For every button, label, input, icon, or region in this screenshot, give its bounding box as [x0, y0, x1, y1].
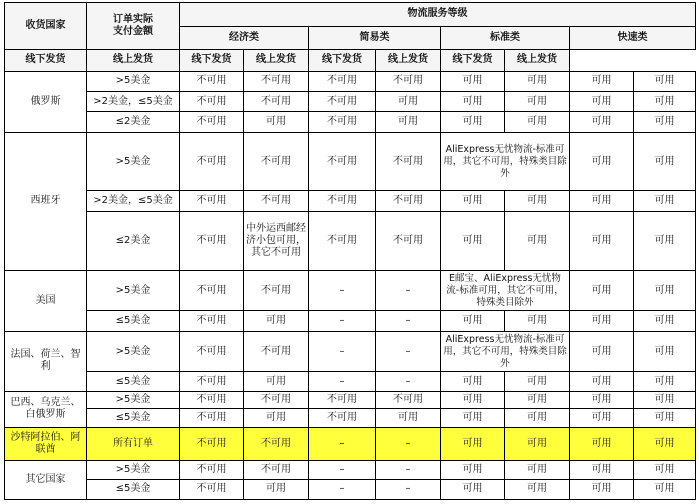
availability-cell: 可用 — [570, 408, 634, 427]
sub-header-online: 线上发货 — [87, 50, 180, 71]
availability-cell: 不可用 — [244, 91, 309, 111]
amount-cell: ≤2美金 — [87, 112, 180, 132]
availability-cell: – — [376, 479, 441, 499]
availability-cell: 可用 — [441, 408, 505, 427]
availability-cell: 不可用 — [309, 191, 376, 211]
availability-cell: 可用 — [634, 408, 696, 427]
sub-header-offline: 线下发货 — [441, 50, 505, 71]
availability-cell: – — [376, 372, 441, 391]
availability-cell: 不可用 — [309, 391, 376, 408]
availability-cell: 可用 — [570, 112, 634, 132]
availability-cell: – — [376, 331, 441, 372]
availability-cell: 可用 — [634, 428, 696, 461]
availability-cell: 可用 — [505, 191, 570, 211]
availability-cell: – — [309, 331, 376, 372]
availability-cell: 可用 — [634, 372, 696, 391]
availability-cell: – — [376, 311, 441, 331]
availability-cell: 可用 — [244, 372, 309, 391]
availability-cell: 可用 — [634, 391, 696, 408]
availability-cell: 可用 — [244, 112, 309, 132]
availability-cell: 可用 — [570, 71, 634, 91]
availability-cell: 可用 — [570, 132, 634, 191]
availability-note-cell: AliExpress无忧物流-标准可用，其它不可用，特殊类目除外 — [441, 331, 570, 372]
availability-cell: 不可用 — [180, 461, 244, 479]
availability-cell: 可用 — [634, 331, 696, 372]
country-cell: 俄罗斯 — [5, 71, 87, 132]
availability-cell: 不可用 — [309, 408, 376, 427]
sub-header-offline: 线下发货 — [309, 50, 376, 71]
availability-cell: 可用 — [505, 461, 570, 479]
availability-cell: 可用 — [376, 408, 441, 427]
table-row — [5, 71, 696, 91]
availability-cell: 可用 — [505, 311, 570, 331]
header-row-1 — [5, 3, 696, 27]
availability-cell: 不可用 — [180, 428, 244, 461]
availability-cell: 可用 — [441, 428, 505, 461]
amount-header-line1: 订单实际 — [113, 14, 153, 26]
availability-cell: 可用 — [441, 71, 505, 91]
country-cell: 巴西、乌克兰、白俄罗斯 — [5, 391, 87, 427]
sub-header-online: 线上发货 — [376, 50, 441, 71]
availability-cell: – — [309, 311, 376, 331]
amount-cell: >2美金，≤5美金 — [87, 191, 180, 211]
table-row — [5, 461, 696, 479]
amount-cell: >5美金 — [87, 391, 180, 408]
availability-cell: 可用 — [441, 479, 505, 499]
availability-cell: 不可用 — [180, 191, 244, 211]
availability-cell: 可用 — [634, 211, 696, 270]
availability-cell: – — [309, 270, 376, 311]
sub-header-offline: 线下发货 — [5, 50, 87, 71]
amount-cell: >5美金 — [87, 331, 180, 372]
availability-cell: 可用 — [634, 112, 696, 132]
group-economy: 经济类 — [180, 26, 309, 50]
sub-header-online: 线上发货 — [505, 50, 570, 71]
availability-cell: 不可用 — [309, 112, 376, 132]
availability-cell: 不可用 — [244, 71, 309, 91]
amount-cell: ≤5美金 — [87, 479, 180, 499]
amount-cell: ≤5美金 — [87, 408, 180, 427]
availability-cell: 可用 — [570, 311, 634, 331]
table-row — [5, 311, 696, 331]
group-express: 快速类 — [570, 26, 696, 50]
availability-cell: 不可用 — [309, 211, 376, 270]
availability-cell: 可用 — [505, 428, 570, 461]
amount-cell: >5美金 — [87, 132, 180, 191]
table-body — [5, 3, 696, 500]
availability-cell: 可用 — [570, 211, 634, 270]
availability-cell: 可用 — [634, 270, 696, 311]
availability-cell: 可用 — [505, 71, 570, 91]
country-cell: 其它国家 — [5, 461, 87, 500]
table-row — [5, 479, 696, 499]
availability-cell: 可用 — [634, 311, 696, 331]
availability-cell: 可用 — [441, 211, 505, 270]
sub-header-online: 线上发货 — [244, 50, 309, 71]
availability-cell: 可用 — [244, 408, 309, 427]
amount-cell: >2美金，≤5美金 — [87, 91, 180, 111]
availability-cell: 不可用 — [180, 331, 244, 372]
availability-cell: – — [309, 479, 376, 499]
availability-cell: – — [309, 461, 376, 479]
amount-cell: >5美金 — [87, 461, 180, 479]
availability-cell: 可用 — [441, 372, 505, 391]
availability-cell: 不可用 — [244, 191, 309, 211]
availability-cell: 可用 — [634, 191, 696, 211]
availability-cell: 可用 — [570, 428, 634, 461]
availability-cell: 可用 — [634, 479, 696, 499]
availability-cell: 不可用 — [180, 132, 244, 191]
availability-cell: 可用 — [570, 331, 634, 372]
availability-cell: – — [376, 428, 441, 461]
group-standard: 标准类 — [441, 26, 570, 50]
availability-cell: 可用 — [570, 91, 634, 111]
table-row — [5, 191, 696, 211]
availability-cell: 不可用 — [376, 191, 441, 211]
availability-cell: 可用 — [505, 479, 570, 499]
availability-cell: 不可用 — [376, 132, 441, 191]
service-level-header: 物流服务等级 — [180, 3, 696, 27]
availability-cell: 中外运西邮经济小包可用，其它不可用 — [244, 211, 309, 270]
availability-cell: 可用 — [570, 372, 634, 391]
availability-cell: 可用 — [376, 112, 441, 132]
availability-cell: 可用 — [441, 461, 505, 479]
availability-cell: 可用 — [441, 191, 505, 211]
availability-cell: 不可用 — [180, 211, 244, 270]
amount-cell: >5美金 — [87, 270, 180, 311]
table-row — [5, 428, 696, 461]
availability-cell: 可用 — [376, 91, 441, 111]
availability-cell: 可用 — [505, 91, 570, 111]
availability-cell: 不可用 — [180, 408, 244, 427]
header-row-3 — [5, 50, 696, 71]
availability-cell: 可用 — [505, 112, 570, 132]
availability-cell: 不可用 — [376, 71, 441, 91]
availability-cell: 不可用 — [376, 391, 441, 408]
availability-cell: 可用 — [634, 71, 696, 91]
country-header: 收货国家 — [5, 3, 87, 50]
availability-note-cell: E邮宝、AliExpress无忧物流-标准可用，其它不可用，特殊类目除外 — [441, 270, 570, 311]
table-row — [5, 132, 696, 191]
amount-cell: ≤5美金 — [87, 372, 180, 391]
sub-header-offline: 线下发货 — [180, 50, 244, 71]
availability-cell: – — [376, 461, 441, 479]
table-row — [5, 211, 696, 270]
table-row — [5, 112, 696, 132]
availability-cell: 可用 — [244, 311, 309, 331]
availability-cell: 不可用 — [180, 479, 244, 499]
availability-cell: 可用 — [570, 270, 634, 311]
availability-cell: 不可用 — [309, 91, 376, 111]
table-row — [5, 408, 696, 427]
availability-cell: 可用 — [441, 391, 505, 408]
availability-cell: 可用 — [570, 461, 634, 479]
availability-cell: 可用 — [505, 211, 570, 270]
availability-cell: – — [309, 372, 376, 391]
availability-cell: 不可用 — [244, 391, 309, 408]
availability-cell: 可用 — [441, 311, 505, 331]
availability-cell: 不可用 — [180, 91, 244, 111]
country-cell: 西班牙 — [5, 132, 87, 270]
table-row — [5, 91, 696, 111]
country-cell: 沙特阿拉伯、阿联酋 — [5, 428, 87, 461]
availability-cell: 不可用 — [244, 270, 309, 311]
availability-cell: 不可用 — [180, 71, 244, 91]
availability-cell: 不可用 — [376, 211, 441, 270]
availability-cell: 可用 — [441, 91, 505, 111]
availability-cell: 不可用 — [309, 71, 376, 91]
availability-cell: 不可用 — [244, 132, 309, 191]
availability-cell: 不可用 — [180, 270, 244, 311]
amount-cell: >5美金 — [87, 71, 180, 91]
amount-cell: ≤2美金 — [87, 211, 180, 270]
availability-cell: 不可用 — [244, 428, 309, 461]
table-row — [5, 391, 696, 408]
amount-cell: 所有订单 — [87, 428, 180, 461]
availability-cell: 不可用 — [244, 461, 309, 479]
availability-cell: 可用 — [505, 408, 570, 427]
amount-header — [87, 3, 180, 50]
availability-cell: 可用 — [570, 479, 634, 499]
amount-cell: ≤5美金 — [87, 311, 180, 331]
availability-cell: 可用 — [570, 391, 634, 408]
logistics-table — [4, 2, 696, 500]
table-row — [5, 270, 696, 311]
availability-cell: – — [309, 428, 376, 461]
availability-note-cell: AliExpress无忧物流-标准可用，其它不可用，特殊类目除外 — [441, 132, 570, 191]
availability-cell: – — [376, 270, 441, 311]
availability-cell: 可用 — [244, 479, 309, 499]
country-cell: 美国 — [5, 270, 87, 331]
availability-cell: 不可用 — [180, 391, 244, 408]
country-cell: 法国、荷兰、智利 — [5, 331, 87, 391]
table-row — [5, 331, 696, 372]
availability-cell: 不可用 — [309, 132, 376, 191]
availability-cell: 可用 — [570, 191, 634, 211]
availability-cell: 不可用 — [180, 112, 244, 132]
availability-cell: 可用 — [634, 91, 696, 111]
availability-cell: 不可用 — [244, 331, 309, 372]
availability-cell: 可用 — [441, 112, 505, 132]
availability-cell: 可用 — [634, 132, 696, 191]
table-row — [5, 372, 696, 391]
availability-cell: 不可用 — [180, 311, 244, 331]
amount-header-line2: 支付金额 — [113, 26, 153, 38]
availability-cell: 不可用 — [180, 372, 244, 391]
availability-cell: 可用 — [634, 461, 696, 479]
availability-cell: 可用 — [505, 372, 570, 391]
availability-cell: 可用 — [505, 391, 570, 408]
group-simple: 简易类 — [309, 26, 441, 50]
